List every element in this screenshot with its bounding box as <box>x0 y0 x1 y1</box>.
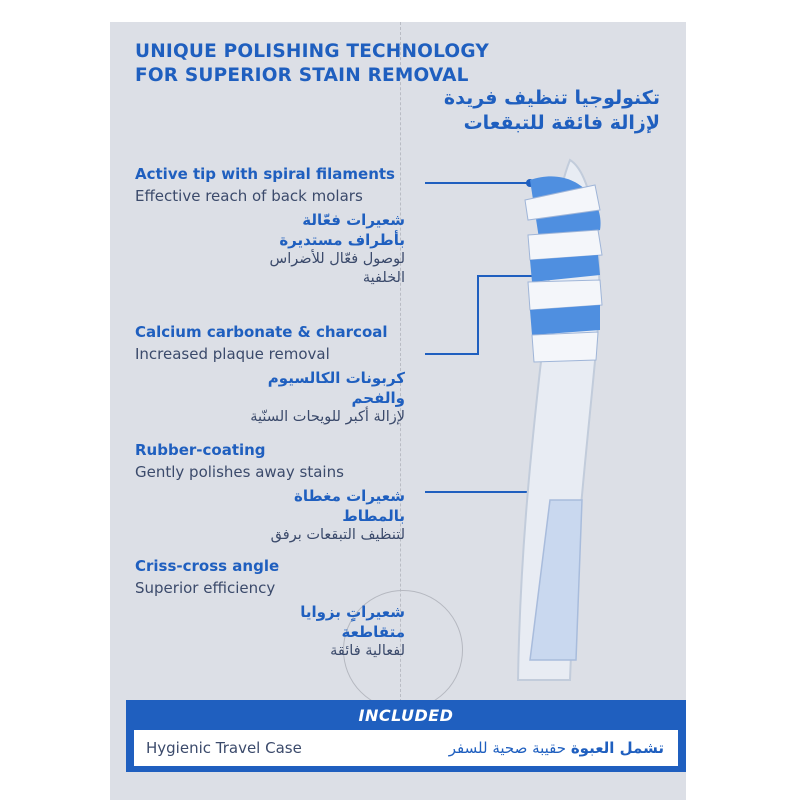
feature-ar-subtitle: لإزالة أكبر للويحات السنّية <box>250 409 405 425</box>
feature-subtitle: Superior efficiency <box>135 579 276 597</box>
heading-ar-line-2: لإزالة فائقة للتبقعات <box>463 112 660 134</box>
feature-ar-subtitle: لتنظيف التبقعات برفق <box>270 527 405 543</box>
included-box <box>134 730 678 766</box>
feature-ar-title: شعيرات فعّالة بأطراف مستديرة <box>279 211 405 249</box>
heading-line-2: FOR SUPERIOR STAIN REMOVAL <box>135 65 469 86</box>
included-ar-item: حقيبة صحية للسفر <box>448 739 567 757</box>
included-ar-label: تشمل العبوة <box>570 739 664 757</box>
feature-ar-subtitle: لفعالية فائقة <box>330 643 405 659</box>
feature-ar-title: شعيراتٍ بزوايا متقاطعة <box>300 603 405 641</box>
toothbrush-illustration <box>400 140 660 700</box>
included-item-ar <box>449 739 664 757</box>
feature-title: Active tip with spiral filaments <box>135 165 395 183</box>
feature-subtitle: Gently polishes away stains <box>135 463 344 481</box>
feature-subtitle: Effective reach of back molars <box>135 187 363 205</box>
feature-title: Criss-cross angle <box>135 557 280 575</box>
feature-title: Rubber-coating <box>135 441 266 459</box>
included-item-en: Hygienic Travel Case <box>146 739 302 757</box>
feature-subtitle: Increased plaque removal <box>135 345 330 363</box>
included-title: INCLUDED <box>358 706 454 725</box>
included-banner <box>126 700 686 772</box>
feature-title: Calcium carbonate & charcoal <box>135 323 388 341</box>
heading-ar-line-1: تكنولوجيا تنظيف فريدة <box>443 87 660 109</box>
bristle-tufts <box>525 176 602 362</box>
feature-ar-subtitle: لوصول فعّال للأضراس الخلفية <box>269 251 405 286</box>
feature-ar-title: كربونات الكالسيوم والفحم <box>267 369 405 407</box>
feature-ar-title: شعيرات مغطاة بالمطاط <box>294 487 405 525</box>
heading-line-1: UNIQUE POLISHING TECHNOLOGY <box>135 41 489 62</box>
